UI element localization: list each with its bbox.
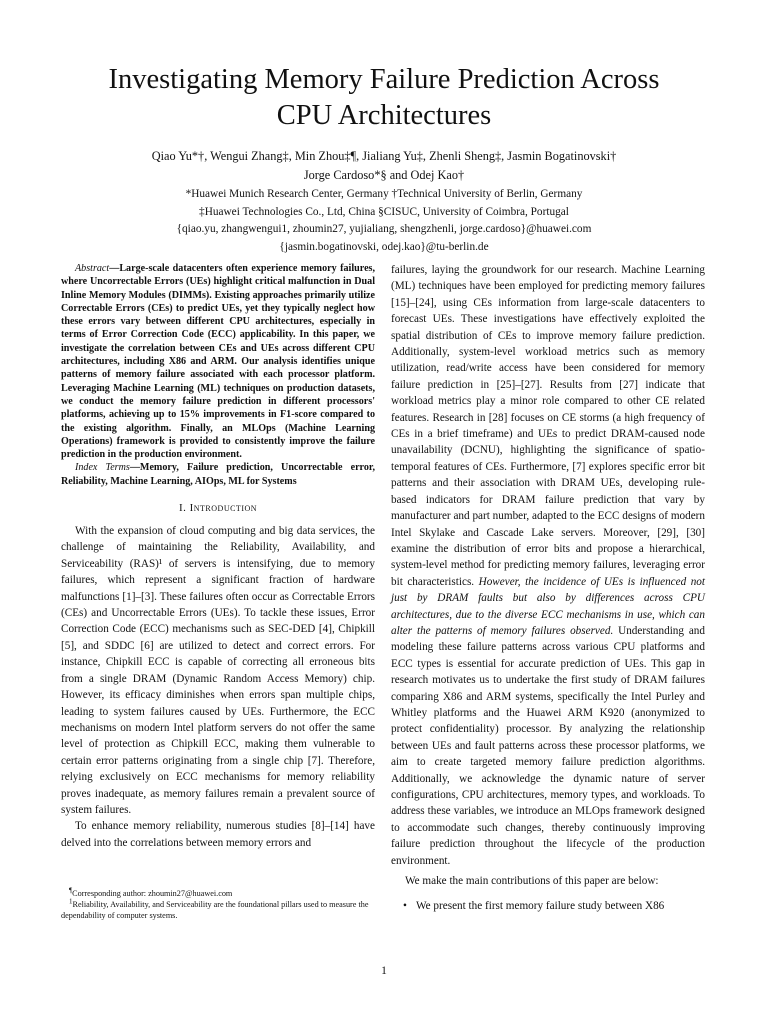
abstract	[61, 262, 375, 461]
footnote-1	[61, 888, 379, 899]
right-column	[391, 262, 705, 915]
footnote-2-mark: 1	[69, 897, 73, 906]
section-heading-introduction: I. Introduction	[178, 502, 258, 515]
intro-paragraph-1: With the expansion of cloud computing and big data services, the challenge of maintaining the Reliability, Availability, and Serviceability (RAS)¹ of servers is intensifying, due to memory failures, which represent a significant fraction of hardware malfunctions [1]–[3]. These failures often occur as Correctable Errors (CEs) and Uncorrectable Errors (UEs). To tackle these issues, Error Correction Code (ECC) mechanisms such as SEC-DED [4], Chipkill [5], and SDDC [6] are utilized to detect and correct errors. For instance, Chipkill ECC is capable of correcting all erroneous bits from a single DRAM (Dynamic Random Access Memory) chip. However, its efficacy diminishes when errors span multiple chips, leading to system failures caused by UEs. Furthermore, the ECC mechanisms on modern Intel platform servers do not offer the same level of protection as Chipkill ECC, making them vulnerable to certain error patterns originating from a single chip [7]. Therefore, relying exclusively on ECC mechanisms for memory reliability proves inadequate, as memory failures remain a prevalent source of system failures.	[61, 525, 375, 816]
index-terms-text: —Memory, Failure prediction, Uncorrectable error, Reliability, Machine Learning, AIOps, ML for Systems	[61, 462, 375, 487]
email-2: {jasmin.bogatinovski, odej.kao}@tu-berlin.de	[279, 240, 489, 253]
title-line-1: Investigating Memory Failure Prediction Across	[108, 64, 660, 95]
authors-line-1: Qiao Yu*†, Wengui Zhang‡, Min Zhou‡¶, Jialiang Yu‡, Zhenli Sheng‡, Jasmin Bogatinovski†	[151, 149, 617, 163]
affiliation-2: ‡Huawei Technologies Co., Ltd, China §CISUC, University of Coimbra, Portugal	[199, 205, 569, 218]
footnote-2-text: Reliability, Availability, and Serviceability are the foundational pillars used to measure the dependability of computer systems.	[61, 900, 369, 920]
index-terms	[61, 461, 375, 488]
intro-paragraph-3-part-a: failures, laying the groundwork for our research. Machine Learning (ML) techniques have been employed for predicting memory failures [15]–[24], using CEs information from large-scale datacenters to forecast UEs. These investigations have effectively exploited the spatial distribution of CEs to improve memory failure prediction. Additionally, system-level workload metrics such as memory utilization, read/write access have been considered for memory failure prediction in [25]–[27]. Results from [27] indicate that workload metrics play a minor role compared to other CE related features. Research in [28] focuses on CE storms (a high frequency of CEs in a brief timeframe) and UEs to predict DRAM-caused node unavailability (DCNU), highlighting the significance of spatio-temporal features of CEs. Furthermore, [7] explores specific error bit patterns and their association with DRAM UEs, developing rule-based indicators for DRAM failure prediction that vary by manufacturer and part number, adapted to the ECC designs of modern Intel Skylake and Cascade Lake servers. Moreover, [29], [30] examine the distribution of error bits and propose a hierarchical, system-level method for predicting memory failures, leveraging error bit characteristics.	[391, 264, 705, 588]
index-terms-lead: Index Terms	[75, 462, 130, 474]
left-column	[61, 262, 375, 851]
footnote-1-mark: ¶	[69, 886, 73, 895]
footnotes	[61, 888, 379, 921]
contribution-bullet-1-text: We present the first memory failure study between X86	[416, 900, 665, 913]
abstract-text: —Large-scale datacenters often experience memory failures, where Uncorrectable Errors (UEs) highlight critical malfunction in Dual Inline Memory Modules (DIMMs). Existing approaches primarily utilize Correctable Errors (CEs) to predict UEs, yet they typically neglect how these errors vary between different CPU architectures, especially in terms of Error Correction Code (ECC) applicability. In this paper, we investigate the correlation between CEs and UEs across different CPU architectures, including X86 and ARM. Our analysis identifies unique patterns of memory failure associated with each processor platform. Leveraging Machine Learning (ML) techniques on production datasets, we conduct the memory failure prediction in different processors' platforms, achieving up to 15% improvements in F1-score compared to the existing algorithm. Finally, an MLOps (Machine Learning Operations) framework is provided to consistently improve the failure prediction in the production environment.	[61, 263, 375, 461]
contribution-bullet-1	[391, 898, 705, 914]
bullet-icon: •	[403, 900, 407, 913]
title-line-2: CPU Architectures	[276, 100, 492, 131]
footnote-2	[61, 899, 379, 921]
intro-paragraph-3	[391, 262, 705, 869]
authors-line-2: Jorge Cardoso*§ and Odej Kao†	[303, 168, 465, 182]
contributions-intro: We make the main contributions of this paper are below:	[405, 875, 659, 888]
footnote-1-text: Corresponding author: zhoumin27@huawei.com	[72, 889, 233, 898]
abstract-lead: Abstract	[75, 263, 110, 274]
intro-paragraph-2: To enhance memory reliability, numerous studies [8]–[14] have delved into the correlations between memory errors and	[61, 820, 375, 849]
email-1: {qiao.yu, zhangwengui1, zhoumin27, yujialiang, shengzhenli, jorge.cardoso}@huawei.com	[176, 223, 592, 235]
affiliation-1: *Huawei Munich Research Center, Germany †Technical University of Berlin, Germany	[185, 188, 583, 200]
paper-title	[40, 62, 728, 134]
intro-paragraph-3-part-b: Understanding and modeling these failure patterns across various CPU platforms and ECC types is essential for accurate prediction of UEs. This gap in research motivates us to undertake the first study of DRAM failures comparing X86 and ARM systems, specifically the Intel Purley and Whitley platforms and the Huawei ARM K920 (anonymized to protect confidentiality) processor. By analyzing the relationship between UEs and fault patterns across these processor platforms, we aim to create targeted memory failure prediction algorithms. Additionally, we acknowledge the dynamic nature of server configurations, CPU architectures, memory types, and workloads. To address these variables, we introduce an MLOps framework designed to accommodate such changes, thereby continuously improving failure prediction throughout the lifecycle of the production environment.	[391, 624, 705, 867]
intro-paragraph-3-emphasis: However, the incidence of UEs is influenced not just by DRAM faults but also by differences across CPU architectures, due to the diverse ECC mechanisms in use, which can alter the patterns of memory failures observed.	[391, 575, 706, 637]
page-number: 1	[381, 965, 387, 977]
author-block	[40, 147, 728, 256]
